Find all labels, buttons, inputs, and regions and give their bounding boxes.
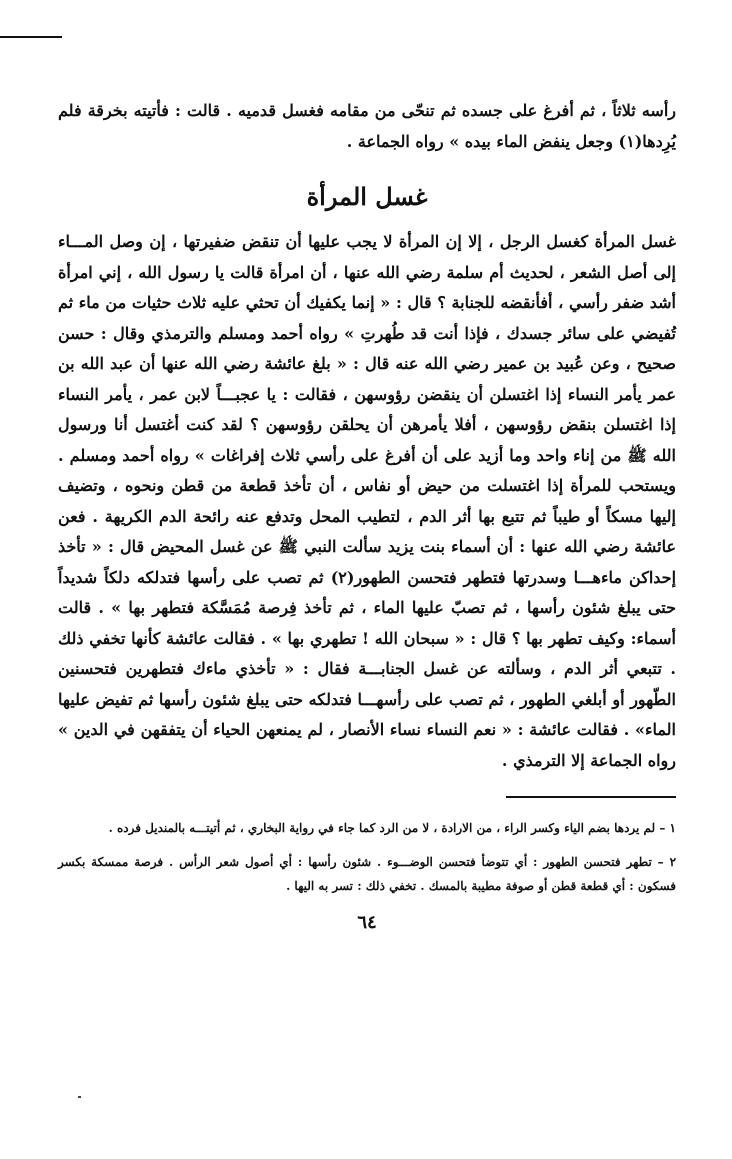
- footnote-separator: [506, 796, 676, 798]
- footnote-separator-wrap: [58, 796, 676, 798]
- section-title: غسل المرأة: [306, 182, 428, 211]
- scan-speck: [78, 1096, 81, 1098]
- page-number: ٦٤: [357, 912, 377, 933]
- footnote-1: ١ – لم يردها بضم الياء وكسر الراء ، من الارادة ، لا من الرد كما جاء في رواية البخاري ، ثم أتيتـــه بالمنديل فرده .: [108, 821, 676, 835]
- top-corner-rule: [0, 36, 62, 38]
- footnote-2: ٢ – تطهر فتحسن الطهور : أي تتوضأ فتحسن الوضـــوء . شئون رأسها : أي أصول شعر الرأس . فرصة ممسكة بكسر فسكون : أي قطعة قطن أو صوفة مطيبة بالمسك . تخفي ذلك : تسر به اليها .: [58, 855, 677, 893]
- section-body-paragraph: غسل المرأة كغسل الرجل ، إلا إن المرأة لا يجب عليها أن تنقض ضفيرتها ، إن وصل المـــاء إلى أصل الشعر ، لحديث أم سلمة رضي الله عنها ، أن امرأة قالت يا رسول الله ، إني امرأة أشد ضفر رأسي ، أفأنقضه للجنابة ؟ قال : « إنما يكفيك أن تحثي عليه ثلاث حثيات من ماء ثم تُفيضي على سائر جسدك ، فإذا أنت قد طُهرتِ » رواه أحمد ومسلم والترمذي وقال : حسن صحيح ، وعن عُبيد بن عمير رضي الله عنه قال : « بلغ عائشة رضي الله عنها أن عبد الله بن عمر يأمر النساء إذا اغتسلن أن ينقضن رؤوسهن ، فقالت : يا عجبـــاً لابن عمر ، يأمر النساء إذا اغتسلن بنقض رؤوسهن ، أفلا يأمرهن أن يحلقن رؤوسهن ؟ لقد كنت أغتسل أنا ورسول الله ﷺ من إناء واحد وما أزيد على أن أفرغ على رأسي ثلاث إفراغات » رواه أحمد ومسلم . ويستحب للمرأة إذا اغتسلت من حيض أو نفاس ، أن تأخذ قطعة من قطن ونحوه ، وتضيف إليها مسكاً أو طيباً ثم تتبع بها أثر الدم ، لتطيب المحل وتدفع عنه رائحة الدم الكريهة . فعن عائشة رضي الله عنها : أن أسماء بنت يزيد سألت النبي ﷺ عن غسل المحيض قال : « تأخذ إحداكن ماءهـــا وسدرتها فتطهر فتحسن الطهور(٢) ثم تصب على رأسها فتدلكه دلكاً شديداً حتى يبلغ شئون رأسها ، ثم تصبّ عليها الماء ، ثم تأخذ فِرصة مُمَسَّكة فتطهر بها » . قالت أسماء: وكيف تطهر بها ؟ قال : « سبحان الله ! تطهري بها » . فقالت عائشة كأنها تخفي ذلك . تتبعي أثر الدم ، وسألته عن غسل الجنابـــة فقال : « تأخذي ماءك فتطهرين فتحسنين الطّهور أو أبلغي الطهور ، ثم تصب على رأسهـــا فتدلكه حتى يبلغ شئون رأسها ثم تفيض عليها الماء» . فقالت عائشة : « نعم النساء نساء الأنصار ، لم يمنعهن الحياء أن يتفقهن في الدين » رواه الجماعة إلا الترمذي .: [58, 232, 677, 770]
- intro-paragraph: رأسه ثلاثاً ، ثم أفرغ على جسده ثم تنحّى من مقامه فغسل قدميه . قالت : فأتيته بخرقة فلم يُرِدها(١) وجعل ينفض الماء بيده » رواه الجماعة .: [58, 101, 676, 151]
- book-page: [58, 96, 676, 933]
